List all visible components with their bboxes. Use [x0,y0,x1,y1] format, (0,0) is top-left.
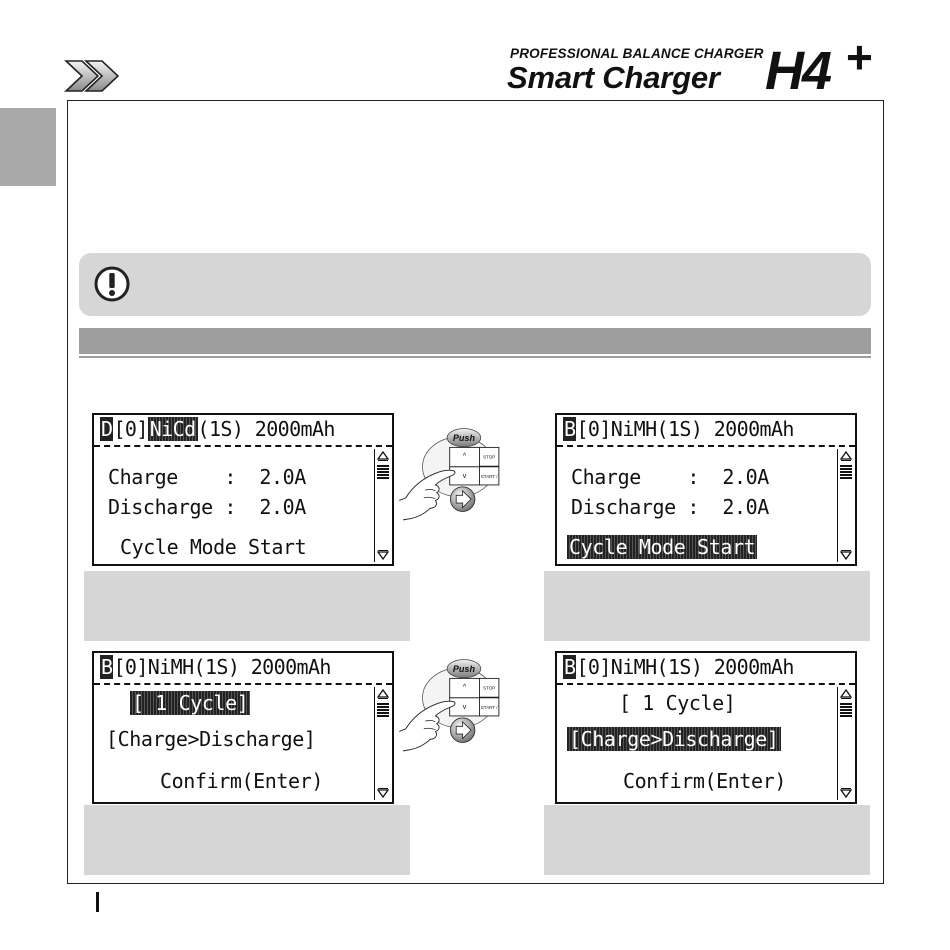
section-header-bar [79,328,871,358]
cycle-count-line: [ 1 Cycle] [619,691,736,715]
cycle-mode-start-selected: Cycle Mode Start [569,535,756,559]
lcd-header [563,417,853,443]
brand-logo [507,31,890,101]
mode-indicator: D [101,417,113,441]
charge-current-line: Charge : 2.0A [571,465,769,489]
lcd-header [563,655,853,681]
lcd-screen-4 [555,651,857,804]
lcd-screen-2 [555,413,857,566]
header-text: [0]NiMH(1S) 2000mAh [113,655,331,679]
caption-box-2 [544,571,870,641]
lcd-header [100,655,390,681]
mode-indicator: B [564,655,576,679]
up-label: ^ [462,451,467,460]
double-chevron-icon [64,58,122,94]
confirm-enter-line: Confirm(Enter) [623,769,786,793]
push-label: Push [452,663,476,674]
brand-name: Smart Charger [507,60,720,95]
down-label: v [462,471,467,480]
push-button-illustration-2 [395,659,507,769]
page-marker [96,892,99,912]
push-label: Push [452,432,476,443]
caption-box-3 [84,805,410,875]
start-label: START / [480,704,498,710]
header-text: [0]NiMH(1S) 2000mAh [576,417,794,441]
header-capacity: (1S) 2000mAh [197,417,335,441]
header-text: [0]NiMH(1S) 2000mAh [576,655,794,679]
cycle-mode-start-line: Cycle Mode Start [120,535,307,559]
brand-model: H4 [765,41,831,101]
mode-indicator: B [101,655,113,679]
lcd-scrollbar [374,687,390,800]
push-button-illustration-1 [395,428,507,538]
lcd-scrollbar [837,449,853,562]
cycle-order-selected: [Charge>Discharge] [569,727,779,751]
brand-plus: + [846,31,873,83]
lcd-scrollbar [374,449,390,562]
brand-subtitle: PROFESSIONAL BALANCE CHARGER [510,46,764,61]
up-label: ^ [462,682,467,691]
discharge-current-line: Discharge : 2.0A [571,495,769,519]
cycle-count-selected: [ 1 Cycle] [132,691,249,715]
discharge-current-line: Discharge : 2.0A [108,495,306,519]
charge-current-line: Charge : 2.0A [108,465,306,489]
stop-label: STOP [483,454,496,460]
caution-box [79,253,871,316]
start-label: START / [480,473,498,479]
stop-label: STOP [483,685,496,691]
caption-box-1 [84,571,410,641]
cycle-order-line: [Charge>Discharge] [106,727,316,751]
header-slot: [0] [113,417,148,441]
mode-indicator: B [564,417,576,441]
down-label: v [462,702,467,711]
lcd-screen-1 [92,413,394,566]
battery-type-selected: NiCd [149,417,196,441]
lcd-screen-3 [92,651,394,804]
exclamation-circle-icon [93,265,131,303]
lcd-header [100,417,390,443]
caption-box-4 [544,805,870,875]
confirm-enter-line: Confirm(Enter) [160,769,323,793]
chapter-tab [0,108,56,186]
lcd-scrollbar [837,687,853,800]
